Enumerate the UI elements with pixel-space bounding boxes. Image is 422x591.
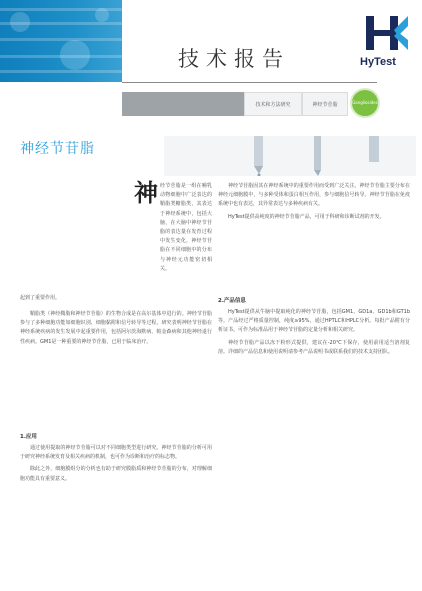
applications-body (20, 444, 212, 487)
band-stripe (0, 70, 122, 73)
pipette-image-icon (164, 136, 416, 176)
intro-column (160, 182, 212, 292)
tag-category: 技术和方法研究 (244, 92, 302, 116)
logo-text: HyTest (360, 56, 396, 68)
paragraph: 神经节苷脂产品以冻干粉形式提供，建议在-20℃下保存，使用前用适当溶剂复溶。详细的产品信息和使用说明请参考产品说明书或联系我们的技术支持团队。 (218, 339, 410, 355)
header-band (0, 0, 122, 82)
paragraph: 神经节苷脂因其在神经系统中的重要作用而受到广泛关注。神经节苷脂主要分布在神经元细胞膜中，与多种受体和蛋白相互作用，参与细胞信号转导。神经节苷脂在免疫系统中也有表达，其异常表达与多种疾病有关。 (218, 183, 410, 208)
band-dot (60, 40, 90, 70)
intro-text: 经节苷脂是一组在哺乳动物细胞中广泛表达的鞘脂类糖脂类，其表达于神经系统中，包括大脑，在大脑中神经节苷脂的表达量在发育过程中发生变化，神经节苷脂在不同细胞中的分布与神经元功能密切相关。 (160, 183, 212, 272)
section-heading-applications: 1.应用 (20, 434, 37, 440)
paragraph: 除此之外，细胞膜组分的分析也有助于研究膜脂质和神经节苷脂的分布，对理解细胞功能具有重要意义。 (20, 466, 212, 482)
intro-tail (20, 294, 212, 303)
band-stripe (0, 38, 122, 41)
page-header (0, 0, 422, 108)
products-body (218, 308, 410, 360)
header-grey-bar (122, 92, 244, 116)
drop-cap: 神 (134, 179, 158, 207)
paragraph: 鞘脂类（神经鞘脂和神经节苷脂）的生物合成是在高尔基体中进行的。神经节苷脂参与了多种细胞功能如细胞识别、细胞黏附和信号转导等过程。研究表明神经节苷脂在神经系统疾病的发生发展中起重要作用，包括阿尔茨海默病、帕金森病和其他神经退行性疾病。GM1是一种重要的神经节苷脂，已用于临床治疗。 (20, 311, 212, 345)
badge-label: Gangliosides (352, 100, 378, 105)
report-title: 技术报告 (178, 47, 290, 71)
lab-photo (164, 136, 416, 176)
article-heading: 神经节苷脂 (20, 141, 95, 157)
left-body (20, 310, 212, 350)
right-body (218, 182, 410, 225)
paragraph: 通过使用提取的神经节苷脂可以对不同细胞类型进行研究。神经节苷脂的分析可用于研究神经系统发育及相关疾病的机制，也可作为诊断和治疗的标志物。 (20, 445, 212, 461)
topic-badge (350, 88, 380, 118)
paragraph: HyTest提供从牛脑中提取纯化的神经节苷脂，包括GM1、GD1a、GD1b和GT1b等。产品经过严格质量控制，纯度≥95%，通过HPTLC和HPLC分析。每批产品附有分析证书。可作为标准品用于神经节苷脂的定量分析和相关研究。 (218, 309, 410, 334)
band-dot (95, 8, 109, 22)
section-heading-products: 2.产品信息 (218, 298, 246, 304)
paragraph: HyTest提供高纯度的神经节苷脂产品，可用于科研和诊断试剂的开发。 (228, 213, 385, 220)
band-dot (10, 12, 30, 32)
tag-topic: 神经节苷脂 (302, 92, 348, 116)
intro-tail-text: 起到了重要作用。 (20, 295, 61, 301)
title-rule (122, 82, 377, 83)
